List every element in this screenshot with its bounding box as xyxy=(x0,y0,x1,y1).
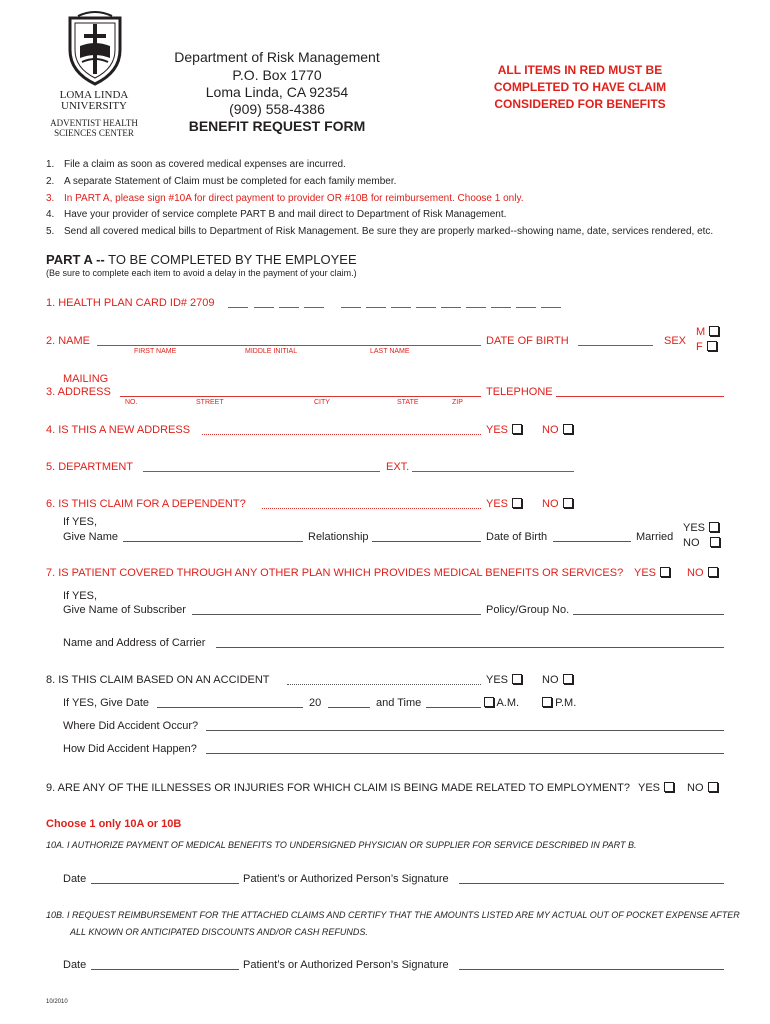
logo-name-4: SCIENCES CENTER xyxy=(54,128,134,138)
mailing-label: MAILING xyxy=(63,373,109,385)
logo-name-3: ADVENTIST HEALTH xyxy=(50,118,138,128)
middle-initial-caption: MIDDLE INITIAL xyxy=(245,348,298,355)
q8-no[interactable] xyxy=(542,674,573,686)
sex-m-label: M xyxy=(696,326,706,338)
q10a-text: 10A. I AUTHORIZE PAYMENT OF MEDICAL BENEFITS TO UNDERSIGNED PHYSICIAN OR SUPPLIER FOR SERVICE DESCRIBED IN PART B. xyxy=(46,840,637,850)
q10b-date-label: Date xyxy=(63,959,87,971)
married-label: Married xyxy=(636,531,674,543)
q7-ifyes: If YES, xyxy=(63,590,98,602)
form-title: BENEFIT REQUEST FORM xyxy=(188,118,366,134)
dob-field[interactable] xyxy=(578,345,653,346)
q8-yes[interactable] xyxy=(486,674,522,686)
married-yes[interactable] xyxy=(683,522,719,534)
checkbox[interactable] xyxy=(542,697,552,707)
department-field[interactable] xyxy=(143,471,380,472)
q5-label: 5. DEPARTMENT xyxy=(46,461,133,473)
instruction-text: File a claim as soon as covered medical expenses are incurred. xyxy=(64,159,346,170)
q9-yes[interactable] xyxy=(638,782,674,794)
red-notice-3: CONSIDERED FOR BENEFITS xyxy=(494,97,666,111)
yes-label: YES xyxy=(634,567,657,579)
street-caption: STREET xyxy=(196,399,224,406)
q10b-text-1: 10B. I REQUEST REIMBURSEMENT FOR THE ATTACHED CLAIMS AND CERTIFY THAT THE AMOUNTS LISTED ARE MY ACTUAL OUT OF POCKET EXPENSE AFTER xyxy=(46,910,740,920)
checkbox[interactable] xyxy=(664,782,674,792)
name-field[interactable] xyxy=(97,345,481,346)
checkbox[interactable] xyxy=(708,567,718,577)
zip-caption: ZIP xyxy=(452,399,463,406)
instruction-text: Have your provider of service complete PART B and mail direct to Department of Risk Management. xyxy=(64,209,507,220)
q6-ifyes: If YES, xyxy=(63,516,98,528)
how-label: How Did Accident Happen? xyxy=(63,743,197,755)
checkbox[interactable] xyxy=(707,341,717,351)
give-name-label: Give Name xyxy=(63,531,119,543)
header-pobox: P.O. Box 1770 xyxy=(232,67,322,83)
checkbox[interactable] xyxy=(563,424,573,434)
year-prefix: 20 xyxy=(309,697,322,709)
yes-label: YES xyxy=(486,424,509,436)
subscriber-field[interactable] xyxy=(192,614,481,615)
dependent-name-field[interactable] xyxy=(123,541,303,542)
dependent-dob-label: Date of Birth xyxy=(486,531,548,543)
q4-yes[interactable] xyxy=(486,424,522,436)
instruction-text: A separate Statement of Claim must be completed for each family member. xyxy=(64,176,397,187)
last-name-caption: LAST NAME xyxy=(370,348,410,355)
logo-name-1: LOMA LINDA xyxy=(59,89,129,101)
where-field[interactable] xyxy=(206,730,724,731)
q9-no[interactable] xyxy=(687,782,718,794)
checkbox[interactable] xyxy=(709,522,719,532)
where-label: Where Did Accident Occur? xyxy=(63,720,199,732)
checkbox[interactable] xyxy=(709,326,719,336)
q10b-date-field[interactable] xyxy=(91,969,239,970)
give-date-label: If YES, Give Date xyxy=(63,697,150,709)
q7-no[interactable] xyxy=(687,567,718,579)
time-label: and Time xyxy=(376,697,422,709)
q9-label: 9. ARE ANY OF THE ILLNESSES OR INJURIES FOR WHICH CLAIM IS BEING MADE RELATED TO EMPLOYMENT? xyxy=(46,782,630,794)
q3-label: 3. ADDRESS xyxy=(46,386,111,398)
instruction-num: 1. xyxy=(46,159,55,170)
yes-label: YES xyxy=(486,674,509,686)
part-a-title-rest: TO BE COMPLETED BY THE EMPLOYEE xyxy=(104,252,357,267)
no-caption: NO. xyxy=(125,399,138,406)
red-notice-1: ALL ITEMS IN RED MUST BE xyxy=(497,63,663,77)
leader-line xyxy=(262,508,481,509)
part-a-title xyxy=(46,252,357,267)
instruction-num: 3. xyxy=(46,193,55,204)
no-label: NO xyxy=(683,537,700,549)
sex-label: SEX xyxy=(664,335,687,347)
form-version: 10/2010 xyxy=(46,999,68,1005)
checkbox[interactable] xyxy=(563,674,573,684)
no-label: NO xyxy=(687,782,704,794)
q10b-text-2: ALL KNOWN OR ANTICIPATED DISCOUNTS AND/OR CASH REFUNDS. xyxy=(70,927,368,937)
subscriber-label: Give Name of Subscriber xyxy=(63,604,186,616)
pm-option[interactable] xyxy=(538,697,576,709)
no-label: NO xyxy=(542,674,559,686)
q2-label: 2. NAME xyxy=(46,335,91,347)
q10a-signature-label: Patient’s or Authorized Person’s Signature xyxy=(243,873,449,885)
checkbox[interactable] xyxy=(512,498,522,508)
header-phone: (909) 558-4386 xyxy=(229,101,325,117)
part-a-subtitle: (Be sure to complete each item to avoid a delay in the payment of your claim.) xyxy=(46,268,357,278)
university-seal-icon xyxy=(64,10,126,90)
q10a-date-label: Date xyxy=(63,873,87,885)
accident-year-field[interactable] xyxy=(328,707,370,708)
city-caption: CITY xyxy=(314,399,330,406)
married-no[interactable] xyxy=(683,537,720,549)
checkbox[interactable] xyxy=(484,697,494,707)
yes-label: YES xyxy=(486,498,509,510)
no-label: NO xyxy=(542,498,559,510)
sex-f-label: F xyxy=(696,341,703,353)
accident-time-field[interactable] xyxy=(426,707,481,708)
how-field[interactable] xyxy=(206,753,724,754)
pm-label: P.M. xyxy=(555,697,577,709)
checkbox[interactable] xyxy=(660,567,670,577)
leader-line xyxy=(202,434,481,435)
q6-label: 6. IS THIS CLAIM FOR A DEPENDENT? xyxy=(46,498,246,510)
checkbox[interactable] xyxy=(710,537,720,547)
instruction-num: 2. xyxy=(46,176,55,187)
no-label: NO xyxy=(542,424,559,436)
choose-label: Choose 1 only 10A or 10B xyxy=(46,818,182,830)
instruction-num: 5. xyxy=(46,226,55,237)
policy-field[interactable] xyxy=(573,614,724,615)
instruction-text: In PART A, please sign #10A for direct payment to provider OR #10B for reimbursement. Choose 1 only. xyxy=(64,193,524,204)
sex-m[interactable] xyxy=(696,326,719,338)
ext-field[interactable] xyxy=(412,471,574,472)
no-label: NO xyxy=(687,567,704,579)
address-field[interactable] xyxy=(120,396,481,397)
am-option[interactable] xyxy=(480,697,519,709)
dependent-dob-field[interactable] xyxy=(553,541,631,542)
state-caption: STATE xyxy=(397,399,419,406)
carrier-field[interactable] xyxy=(216,647,724,648)
q10a-signature-field[interactable] xyxy=(459,883,724,884)
telephone-label: TELEPHONE xyxy=(486,386,553,398)
header-city: Loma Linda, CA 92354 xyxy=(205,84,349,100)
q4-no[interactable] xyxy=(542,424,573,436)
first-name-caption: FIRST NAME xyxy=(134,348,177,355)
q4-label: 4. IS THIS A NEW ADDRESS xyxy=(46,424,191,436)
accident-date-field[interactable] xyxy=(157,707,303,708)
checkbox[interactable] xyxy=(708,782,718,792)
sex-f[interactable] xyxy=(696,341,717,353)
q10a-date-field[interactable] xyxy=(91,883,239,884)
policy-label: Policy/Group No. xyxy=(486,604,570,616)
ext-label: EXT. xyxy=(386,461,410,473)
checkbox[interactable] xyxy=(512,424,522,434)
part-a-title-bold: PART A -- xyxy=(46,252,105,267)
logo-name-2: UNIVERSITY xyxy=(61,100,127,112)
red-notice-2: COMPLETED TO HAVE CLAIM xyxy=(493,80,667,94)
instruction-num: 4. xyxy=(46,209,55,220)
q6-yes[interactable] xyxy=(486,498,522,510)
q7-label: 7. IS PATIENT COVERED THROUGH ANY OTHER PLAN WHICH PROVIDES MEDICAL BENEFITS OR SERVICES? xyxy=(46,567,624,579)
yes-label: YES xyxy=(683,522,706,534)
carrier-label: Name and Address of Carrier xyxy=(63,637,206,649)
q1-label: 1. HEALTH PLAN CARD ID# 2709 xyxy=(46,297,215,309)
q7-yes[interactable] xyxy=(634,567,670,579)
instruction-text: Send all covered medical bills to Department of Risk Management. Be sure they are properly marked--showing name, date, services rendered, etc. xyxy=(64,226,714,237)
am-label: A.M. xyxy=(496,697,520,709)
q10b-signature-field[interactable] xyxy=(459,969,724,970)
yes-label: YES xyxy=(638,782,661,794)
checkbox[interactable] xyxy=(563,498,573,508)
q6-no[interactable] xyxy=(542,498,573,510)
q10b-signature-label: Patient’s or Authorized Person’s Signature xyxy=(243,959,449,971)
relationship-label: Relationship xyxy=(308,531,369,543)
checkbox[interactable] xyxy=(512,674,522,684)
dob-label: DATE OF BIRTH xyxy=(486,335,569,347)
q8-label: 8. IS THIS CLAIM BASED ON AN ACCIDENT xyxy=(46,674,270,686)
leader-line xyxy=(287,684,481,685)
relationship-field[interactable] xyxy=(372,541,481,542)
telephone-field[interactable] xyxy=(556,396,724,397)
header-dept: Department of Risk Management xyxy=(174,49,380,65)
